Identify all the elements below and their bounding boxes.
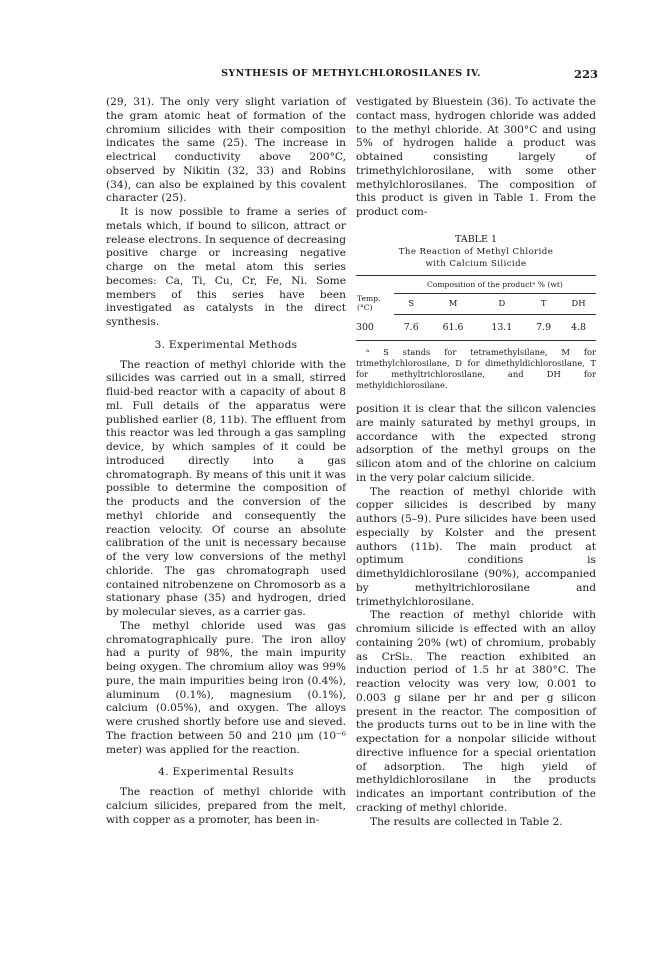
column-header: S [394, 293, 429, 315]
section-heading: 3. Experimental Methods [154, 338, 298, 351]
column-header: M [429, 293, 478, 315]
data-table [356, 275, 596, 341]
paragraph: The results are collected in Table 2. [370, 815, 563, 828]
table-cell: 13.1 [477, 315, 526, 341]
section-heading: 4. Experimental Results [158, 766, 294, 779]
paragraph: The reaction of methyl chloride with copper silicides is described by many authors (5–9). Pure silicides have been used especially by Kolster and the present authors (11b). The main product at optimum conditions is dimethyldichlorosilane (90%), accompanied by methyltrichlorosilane and trimethylchlorosilane. [356, 485, 596, 608]
paragraph: It is now possible to frame a series of metals which, if bound to silicon, attract or release electrons. In sequence of decreasing positive charge or increasing negative charge on the metal atom this series becomes: Ca, Ti, Cu, Cr, Fe, Ni. Some members of this series have been investigated as catalysts in the direct synthesis. [106, 206, 347, 328]
table-cell: 4.8 [561, 315, 596, 341]
column-header: T [526, 293, 561, 315]
column-header: D [477, 293, 526, 315]
temp-header-unit: (°C) [357, 302, 373, 312]
table-caption [356, 246, 596, 270]
paragraph: The reaction of methyl chloride with calcium silicides, prepared from the melt, with copper as a promoter, has been in- [106, 786, 346, 826]
table-cell: 7.9 [526, 315, 561, 341]
left-column [106, 96, 346, 827]
paragraph: The methyl chloride used was gas chromatographically pure. The iron alloy had a purity of 98%, the main impurity being oxygen. The chromium alloy was 99% pure, the main impurities being iron (0.4%), aluminum (0.1%), magnesium (0.1%), calcium (0.05%), and oxygen. The alloys were crushed shortly before use and sieved. The fraction between 50 and 210 μm (10⁻⁶ meter) was applied for the reaction. [106, 619, 346, 756]
table-caption-line: The Reaction of Methyl Chloride [398, 246, 554, 257]
paragraph: position it is clear that the silicon valencies are mainly saturated by methyl groups, in accordance with the expected strong adsorption of the methyl groups on the silicon atom and of the chlorine on calcium in the very polar calcium silicide. [356, 403, 596, 484]
table-footnote: ᵃ S stands for tetramethylsilane, M for trimethylchlorosilane, D for dimethyldichlorosilane, T for methyltrichlorosilane, and DH for methyldichlorosilane. [356, 347, 596, 390]
table-row [356, 315, 596, 341]
temp-header [356, 275, 394, 315]
paragraph: The reaction of methyl chloride with the silicides was carried out in a small, stirred fluid-bed reactor with a capacity of about 8 ml. Full details of the apparatus were published earlier (8, 11b). The effluent from this reactor was led through a gas sampling device, by which samples of it could be introduced directly into a gas chromatograph. By means of this unit it was possible to determine the composition of the products and the conversion of the methyl chloride and consequently the reaction velocity. Of course an absolute calibration of the unit is necessary because of the very low conversions of the methyl chloride. The gas chromatograph used contained nitrobenzene on Chromosorb as a stationary phase (35) and hydrogen, dried by molecular sieves, as a carrier gas. [106, 358, 346, 618]
paragraph: (29, 31). The only very slight variation of the gram atomic heat of formation of the chromium silicides with their composition indicates the same (25). The increase in electrical conductivity above 200°C, observed by Nikitin (32, 33) and Robins (34), can also be explained by this covalent character (25). [106, 96, 346, 205]
paragraph: vestigated by Bluestein (36). To activate the contact mass, hydrogen chloride was added to the methyl chloride. At 300°C and using 5% of hydrogen halide a product was obtained consisting largely of trimethylchlorosilane, with some other methylchlorosilanes. The composition of this product is given in Table 1. From the product com- [356, 96, 596, 218]
right-column [356, 96, 596, 829]
column-header: DH [561, 293, 596, 315]
table-cell: 300 [356, 315, 394, 341]
running-title: SYNTHESIS OF METHYLCHLOROSILANES IV. [221, 68, 481, 79]
running-header [104, 68, 598, 84]
page-number: 223 [573, 67, 598, 81]
paragraph: The reaction of methyl chloride with chromium silicide is effected with an alloy containing 20% (wt) of chromium, probably as CrSi₂. The reaction exhibited an induction period of 1.5 hr at 380°C. The reaction velocity was very low, 0.001 to 0.003 g silane per hr and per g silicon present in the reactor. The composition of the products turns out to be in line with the expectation for a nonpolar silicide without directive influence for a special orientation of adsorption. The high yield of methyldichlorosilane in the products indicates an important contribution of the cracking of methyl chloride. [356, 609, 596, 814]
composition-header: Composition of the productᵃ % (wt) [394, 275, 596, 293]
temp-header-label: Temp. [357, 293, 381, 303]
table-title: TABLE 1 [455, 233, 497, 245]
table-caption-line: with Calcium Silicide [425, 258, 527, 269]
table-1 [356, 234, 596, 391]
table-cell: 61.6 [429, 315, 478, 341]
table-cell: 7.6 [394, 315, 429, 341]
